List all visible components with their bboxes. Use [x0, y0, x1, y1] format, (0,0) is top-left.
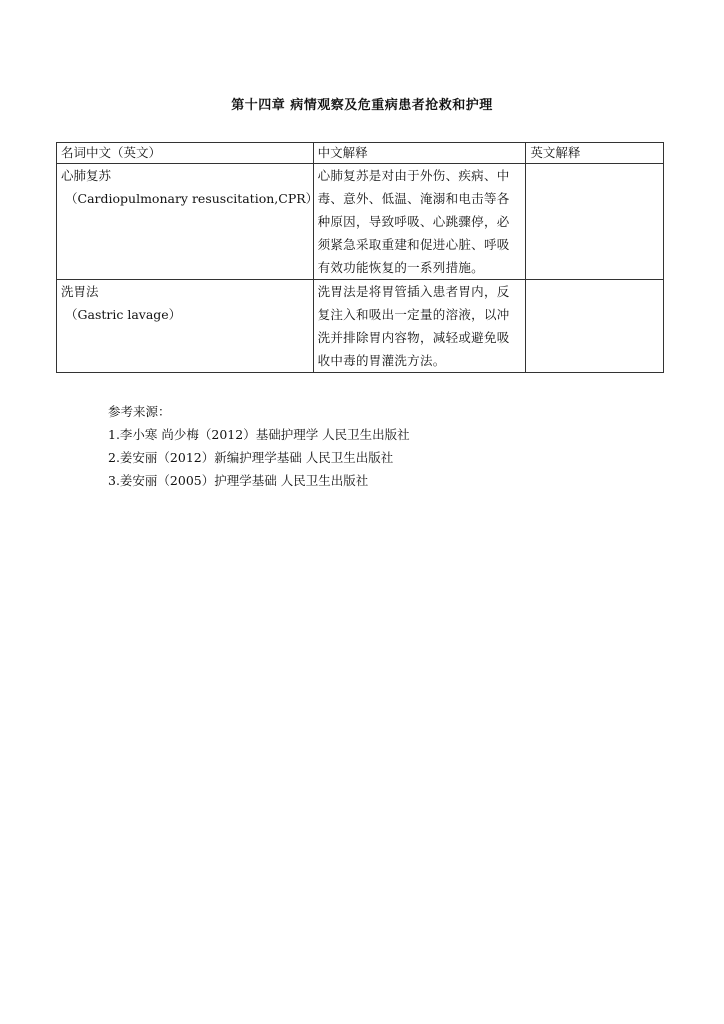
table-header-row	[57, 143, 664, 164]
zh-explanation-cell: 心肺复苏是对由于外伤、疾病、中毒、意外、低温、淹溺和电击等各种原因，导致呼吸、心跳骤停，必须紧急采取重建和促进心脏、呼吸有效功能恢复的一系列措施。	[313, 164, 526, 280]
chapter-title: 第十四章 病情观察及危重病患者抢救和护理	[231, 98, 493, 113]
references	[108, 400, 410, 492]
reference-item: 3.姜安丽（2005）护理学基础 人民卫生出版社	[108, 473, 369, 488]
term-en: （Gastric lavage）	[65, 307, 182, 322]
header-zh-explanation: 中文解释	[313, 143, 526, 164]
term-en: （Cardiopulmonary resuscitation,CPR）	[65, 191, 319, 206]
en-explanation-cell	[526, 164, 664, 280]
header-term: 名词中文（英文）	[57, 143, 314, 164]
table-row	[57, 280, 664, 373]
references-heading: 参考来源：	[108, 404, 171, 419]
glossary-table	[56, 142, 664, 373]
term-cell	[57, 164, 319, 280]
reference-item: 2.姜安丽（2012）新编护理学基础 人民卫生出版社	[108, 450, 394, 465]
term-zh: 洗胃法	[61, 284, 99, 299]
en-explanation-cell	[526, 280, 664, 373]
term-cell	[57, 280, 314, 373]
table-row	[57, 164, 664, 280]
header-en-explanation: 英文解释	[526, 143, 664, 164]
reference-item: 1.李小寒 尚少梅（2012）基础护理学 人民卫生出版社	[108, 427, 410, 442]
term-zh: 心肺复苏	[61, 168, 112, 183]
zh-explanation-cell: 洗胃法是将胃管插入患者胃内，反复注入和吸出一定量的溶液，以冲洗并排除胃内容物，减轻或避免吸收中毒的胃灌洗方法。	[313, 280, 526, 373]
